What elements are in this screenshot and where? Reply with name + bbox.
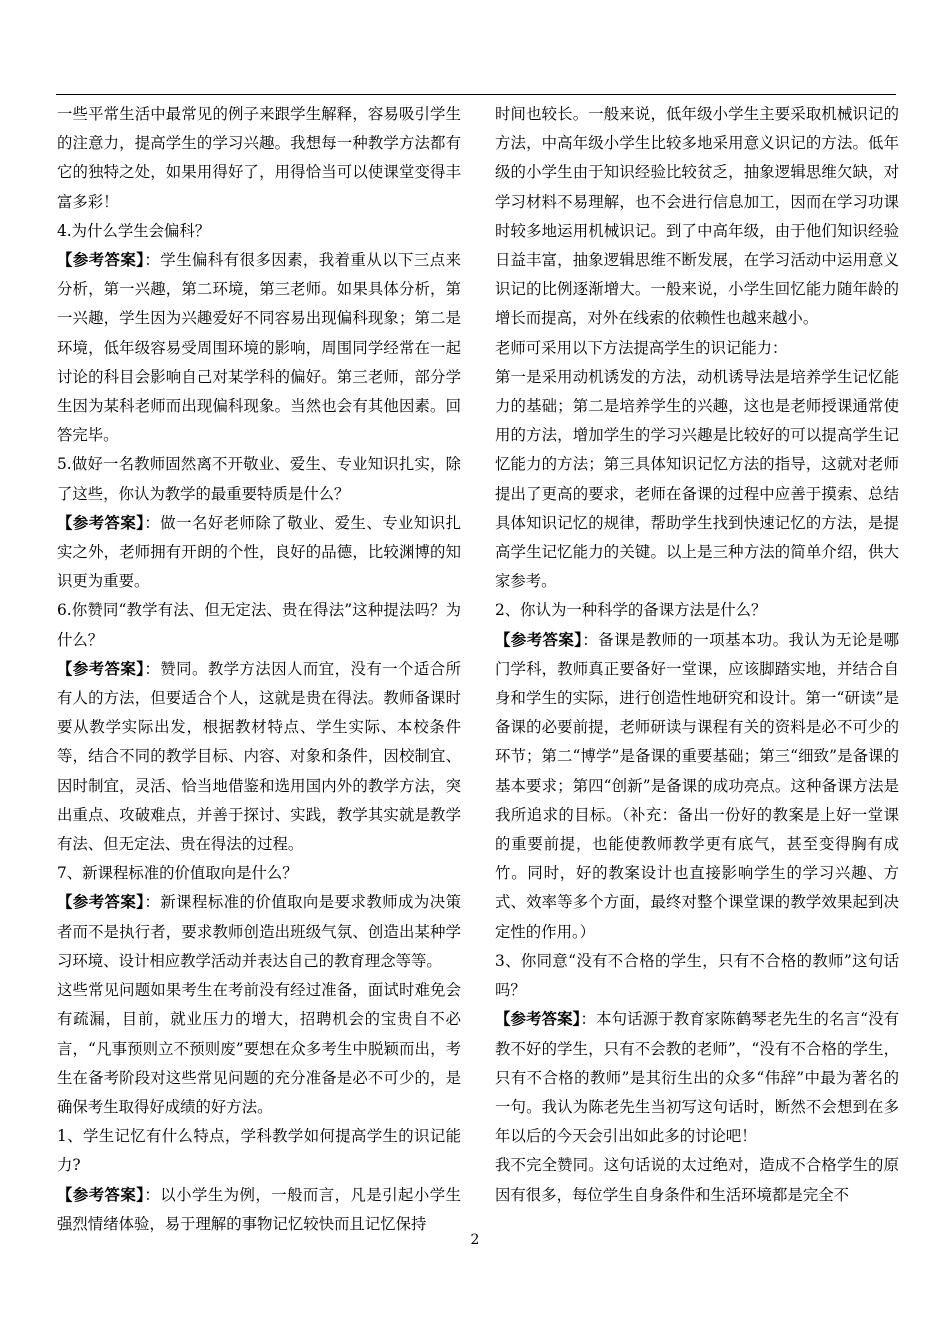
question: 4.为什么学生会偏科？ — [57, 221, 211, 240]
answer-label: 【参考答案】 — [57, 659, 145, 678]
answer: 【参考答案】：学生偏科有很多因素，我着重从以下三点来分析，第一兴趣，第二环境，第三老师。如果具体分析，第一兴趣，学生因为兴趣爱好不同容易出现偏科现象；第二是环境，低年级容易受周围环境的影响，周围同学经常在一起讨论的科目会影响自己对某学科的偏好。第三老师，部分学生因为某科老师而出现偏科现象。当然也会有其他因素。回答完毕。 — [57, 251, 461, 445]
page-number: 2 — [470, 1232, 480, 1248]
question: 1、学生记忆有什么特点，学科教学如何提高学生的识记能力? — [57, 1127, 461, 1175]
answer-label: 【参考答案】 — [57, 251, 145, 270]
answer: 【参考答案】：新课程标准的价值取向是要求教师成为决策者而不是执行者，要求教师创造出班级气氛、创造出某种学习环境、设计相应教学活动并表达自己的教育理念等等。 — [57, 893, 461, 970]
answer: 【参考答案】：赞同。教学方法因人而宜，没有一个适合所有人的方法，但要适合个人，这就是贵在得法。教师备课时要从教学实际出发，根据教材特点、学生实际、本校条件等，结合不同的教学目标、内容、对象和条件，因校制宜、因时制宜，灵活、恰当地借鉴和选用国内外的教学方法，突出重点、攻破难点，并善于探讨、实践，教学其实就是教学有法、但无定法、贵在得法的过程。 — [57, 659, 461, 854]
answer: 【参考答案】：以小学生为例，一般而言，凡是引起小学生强烈情绪体验，易于理解的事物记忆较快而且记忆保持 — [57, 1185, 461, 1233]
answer-label: 【参考答案】 — [495, 630, 583, 649]
question: 6.你赞同“教学有法、但无定法、贵在得法”这种提法吗？为什么？ — [57, 601, 461, 649]
question: 3、你同意“没有不合格的学生，只有不合格的教师”这句话吗？ — [495, 951, 899, 1000]
paragraph: 我不完全赞同。这句话说的太过绝对，造成不合格学生的原因有很多，每位学生自身条件和生活环境都是完全不 — [495, 1156, 899, 1204]
answer: 【参考答案】：本句话源于教育家陈鹤琴老先生的名言“没有教不好的学生，只有不会教的老师”，“没有不合格的学生，只有不合格的教师”是其衍生出的众多“伟辞”中最为著名的一句。我认为陈老先生当初写这句话时，断然不会想到在多年以后的今天会引出如此多的讨论吧！ — [495, 1010, 899, 1146]
paragraph: 一些平常生活中最常见的例子来跟学生解释，容易吸引学生的注意力，提高学生的学习兴趣。我想每一种教学方法都有它的独特之处，如果用得好了，用得恰当可以使课堂变得丰富多彩！ — [57, 105, 461, 211]
header-rule — [56, 94, 896, 95]
question: 5.做好一名教师固然离不开敬业、爱生、专业知识扎实，除了这些，你认为教学的最重要特质是什么？ — [57, 455, 461, 503]
paragraph: 第一是采用动机诱发的方法，动机诱导法是培养学生记忆能力的基础；第二是培养学生的兴趣，这也是老师授课通常使用的方法，增加学生的学习兴趣是比较好的可以提高学生记忆能力的方法；第三具体知识记忆方法的指导，这就对老师提出了更高的要求，老师在备课的过程中应善于摸索、总结具体知识记忆的规律，帮助学生找到快速记忆的方法，是提高学生记忆能力的关键。以上是三种方法的简单介绍，供大家参考。 — [495, 367, 899, 591]
answer-label: 【参考答案】 — [57, 893, 145, 912]
answer-label: 【参考答案】 — [57, 1185, 145, 1204]
question: 7、新课程标准的价值取向是什么？ — [57, 864, 298, 883]
answer: 【参考答案】：备课是教师的一项基本功。我认为无论是哪门学科，教师真正要备好一堂课，应该脚踏实地，并结合自身和学生的实际，进行创造性地研究和设计。第一“研读”是备课的必要前提，老师研读与课程有关的资料是必不可少的环节；第二“博学”是备课的重要基础；第三“细致”是备课的基本要求；第四“创新”是备课的成功亮点。这种备课方法是我所追求的目标。（补充：备出一份好的教案是上好一堂课的重要前提，也能使教师教学更有底气，甚至变得胸有成竹。同时，好的教案设计也直接影响学生的学习兴趣、方式、效率等多个方面，最终对整个课堂课的教学效果起到决定性的作用。） — [495, 630, 899, 941]
paragraph: 时间也较长。一般来说，低年级小学生主要采取机械识记的方法，中高年级小学生比较多地采用意义识记的方法。低年级的小学生由于知识经验比较贫乏，抽象逻辑思维欠缺，对学习材料不易理解，也不会进行信息加工，因而在学习功课时较多地运用机械识记。到了中高年级，由于他们知识经验日益丰富，抽象逻辑思维不断发展，在学习活动中运用意义识记的比例逐渐增大。一般来说，小学生回忆能力随年龄的增长而提高，对外在线索的依赖性也越来越小。 — [495, 105, 899, 328]
left-column — [57, 100, 461, 1239]
right-column — [495, 100, 899, 1210]
paragraph: 这些常见问题如果考生在考前没有经过准备，面试时难免会有疏漏，目前，就业压力的增大，招聘机会的宝贵自不必言，“凡事预则立不预则废”要想在众多考生中脱颖而出，考生在备考阶段对这些常见问题的充分准备是必不可少的，是确保考生取得好成绩的好方法。 — [57, 981, 461, 1116]
answer-label: 【参考答案】 — [57, 513, 145, 532]
question: 2、你认为一种科学的备课方法是什么？ — [495, 601, 767, 620]
answer: 【参考答案】：做一名好老师除了敬业、爱生、专业知识扎实之外，老师拥有开朗的个性，良好的品德，比较渊博的知识更为重要。 — [57, 513, 461, 591]
answer-label: 【参考答案】 — [495, 1010, 581, 1029]
paragraph: 老师可采用以下方法提高学生的识记能力： — [495, 338, 788, 357]
